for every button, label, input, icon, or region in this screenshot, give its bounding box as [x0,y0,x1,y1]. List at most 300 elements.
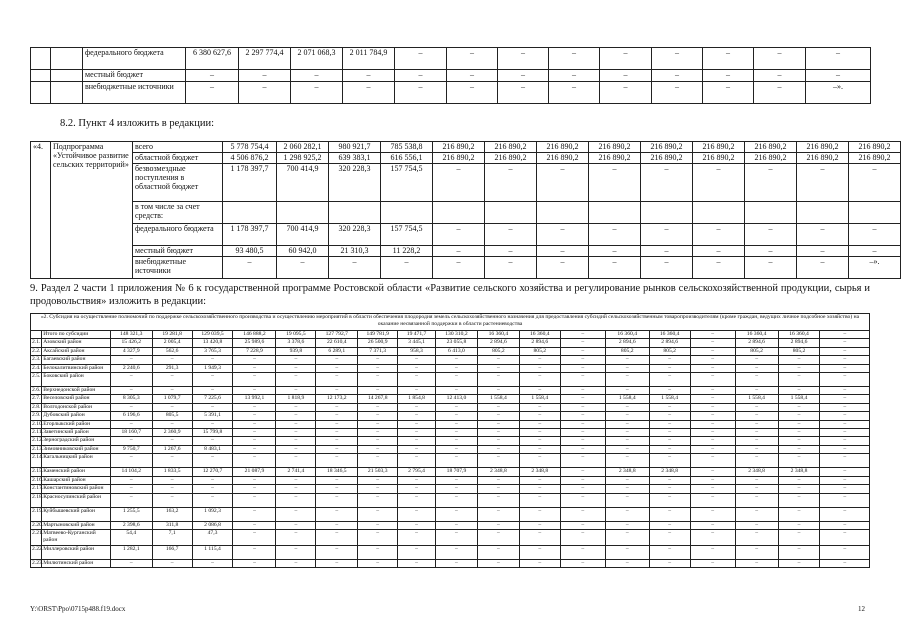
table-cell: – [358,545,398,559]
table-cell: местный бюджет [133,246,223,257]
table-cell: – [358,403,398,411]
table-cell: – [233,545,276,559]
table-cell: Дубовский район [42,412,111,420]
table-cell: – [820,468,870,476]
table-cell: 1 298 925,2 [277,153,329,164]
table-cell: – [820,347,870,355]
table-cell: – [778,364,820,372]
table-cell: – [820,339,870,347]
table-cell: – [605,545,649,559]
table-cell: 19 095,5 [276,331,316,339]
table-cell: 2.18. [31,493,42,507]
table-cell: 16 360,4 [778,331,820,339]
table-cell: – [276,485,316,493]
table-cell: – [435,445,477,453]
table-cell: – [110,373,152,387]
table-cell: – [110,485,152,493]
table-row [31,48,871,70]
table-cell: 216 890,2 [641,153,693,164]
table-row [31,507,870,521]
table-cell: – [233,403,276,411]
table-cell: – [477,412,519,420]
table-cell: – [358,387,398,395]
table-cell: – [735,412,778,420]
table-cell: 19 281,8 [152,331,192,339]
table-cell: – [560,468,605,476]
table-cell: – [110,403,152,411]
table-cell: – [358,493,398,507]
table-cell: – [152,485,192,493]
table-cell: – [186,82,239,104]
table-cell: – [519,356,560,364]
table-cell: – [649,559,690,567]
table-cell: 16 360,4 [605,331,649,339]
table-cell: – [110,387,152,395]
table-cell: – [690,521,735,529]
table-row [31,153,901,164]
table-cell: – [820,387,870,395]
table-cell: – [649,403,690,411]
table-cell: – [316,356,358,364]
table-cell: – [398,545,436,559]
table-cell: – [477,521,519,529]
table-cell: – [276,403,316,411]
table-cell: – [560,493,605,507]
table-cell: – [358,529,398,545]
table-cell: – [735,420,778,428]
table-cell: 2 741,4 [276,468,316,476]
table-cell: 149 781,9 [358,331,398,339]
table-cell: – [152,493,192,507]
table-cell: – [276,454,316,468]
table-cell: – [778,454,820,468]
table-cell: – [649,521,690,529]
table-cell: – [549,82,600,104]
table-cell: 16 360,4 [649,331,690,339]
table-cell: 7 371,3 [358,347,398,355]
table-cell: – [519,420,560,428]
table-cell: – [276,493,316,507]
table-cell: – [110,356,152,364]
table-cell: 16 360,4 [477,331,519,339]
subprogram-name-cell: Подпрограмма «Устойчивое развитие сельских территорий» [51,142,133,279]
table-cell: – [778,507,820,521]
table-cell: – [778,493,820,507]
table-cell: – [690,437,735,445]
table-cell: – [276,437,316,445]
table-cell: – [735,387,778,395]
table-cell: – [820,476,870,484]
table-cell: – [560,454,605,468]
table-cell [693,202,745,224]
table-row [31,356,870,364]
table-cell: – [398,356,436,364]
subsidy-table [30,313,870,568]
table-cell: – [820,412,870,420]
table-cell: – [649,412,690,420]
table-cell: – [398,364,436,372]
table-cell: 785 538,8 [381,142,433,153]
table-cell: – [110,493,152,507]
table-cell: – [778,445,820,453]
table-row [31,412,870,420]
table-row [31,387,870,395]
table-cell: – [745,224,797,246]
table-cell: – [192,437,233,445]
table-cell: 700 414,9 [277,164,329,202]
table-cell: – [233,387,276,395]
table-cell: – [477,485,519,493]
table-cell: 805,2 [605,347,649,355]
table-cell: – [435,437,477,445]
table-cell: – [435,387,477,395]
table-cell: федерального бюджета [133,224,223,246]
table-cell: – [152,356,192,364]
table-cell: – [152,420,192,428]
table-cell: 1 267,6 [152,445,192,453]
table-cell: – [433,246,485,257]
table-cell [745,202,797,224]
table-cell: – [192,559,233,567]
table-cell: – [519,412,560,420]
table-cell: 2 360,9 [152,429,192,437]
table-cell: – [398,521,436,529]
table-cell: 216 890,2 [849,142,901,153]
table-cell: – [641,164,693,202]
table-cell: – [735,507,778,521]
paragraph-9: 9. Раздел 2 части 1 приложения № 6 к государственной программе Ростовской области «Развитие сельского хозяйства и регулирование рынков сельскохозяйственной продукции, сырья и продовольствия» изложить в редакции: [30,283,870,307]
table-cell: 1 558,4 [649,395,690,403]
table-cell [31,70,51,82]
table-cell: – [276,507,316,521]
table-cell: – [358,364,398,372]
table-cell: – [398,420,436,428]
table-cell: 216 890,2 [589,142,641,153]
table-cell: 216 890,2 [693,153,745,164]
table-cell: – [316,529,358,545]
table-cell: – [778,420,820,428]
subsidy-header: «2. Субсидия на осуществление полномочий по поддержке сельскохозяйственного производства и осуществлению мероприятий в области обеспечения плодородия земель сельскохозяйственного назначения для предоставления субсидий сельскохозяйственным товаропроизводителям (кроме граждан, ведущих личное подсобное хозяйство) на оказание несвязанной поддержки в области растениеводства [31,314,870,331]
table-cell: – [537,164,589,202]
table-cell: – [537,246,589,257]
table-cell: – [358,485,398,493]
table-cell: – [690,403,735,411]
table-cell: 148 321,3 [110,331,152,339]
table-cell: – [435,454,477,468]
table-cell: 2.22. [31,545,42,559]
table-cell: – [276,364,316,372]
table-cell: – [690,420,735,428]
table-cell: – [649,476,690,484]
table-cell: Багаевский район [42,356,111,364]
table-cell: – [560,476,605,484]
table-cell: – [754,70,806,82]
table-cell [51,82,83,104]
table-cell: – [485,164,537,202]
table-cell: – [690,387,735,395]
table-cell: Белокалитвинский район [42,364,111,372]
table-cell: Азовский район [42,339,111,347]
table-cell: – [477,507,519,521]
table-cell: – [820,403,870,411]
table-cell: – [435,420,477,428]
table-cell: – [398,412,436,420]
table-cell: 2.8. [32,403,41,410]
table-row [31,545,870,559]
table-cell: – [519,493,560,507]
table-cell: 2.10. [32,420,44,427]
table-cell: – [233,521,276,529]
table-cell: Милютинский район [42,559,111,567]
table-cell: – [690,395,735,403]
table-cell: – [735,429,778,437]
table-cell: Кашарский район [42,476,111,484]
table-cell: – [329,257,381,279]
table-cell: 2 297 774,4 [239,48,291,70]
table-cell: – [735,356,778,364]
table-cell: 2 086,8 [192,521,233,529]
table-cell: 805,2 [649,347,690,355]
table-cell: 320 228,3 [329,164,381,202]
table-cell: 3 378,6 [276,339,316,347]
table-cell: – [477,437,519,445]
table-cell: 12 270,7 [192,468,233,476]
table-cell: – [485,224,537,246]
table-cell: – [477,364,519,372]
table-cell: – [477,356,519,364]
table-cell: – [652,70,703,82]
table-cell: 6 289,1 [316,347,358,355]
table-cell: 291,3 [152,364,192,372]
table-cell: 216 890,2 [797,153,849,164]
table-cell: – [778,373,820,387]
table-cell: – [358,429,398,437]
table-cell: 1 818,9 [276,395,316,403]
table-cell: 1 115,4 [192,545,233,559]
table-cell: – [316,412,358,420]
table-cell: 1 092,3 [192,507,233,521]
table-cell: – [600,48,652,70]
table-cell: – [560,429,605,437]
table-cell: – [820,356,870,364]
table-cell [589,202,641,224]
table-cell: – [110,476,152,484]
table-cell: – [735,403,778,411]
table-cell: – [560,521,605,529]
table-cell: – [316,373,358,387]
table-cell: – [316,493,358,507]
table-cell: – [778,521,820,529]
table-cell: – [498,48,549,70]
table-cell: 2 348,8 [649,468,690,476]
table-cell: – [110,420,152,428]
table-cell: 8 305,3 [110,395,152,403]
table-cell: – [560,356,605,364]
table-cell: Константиновский район [42,485,111,493]
table-cell: – [485,257,537,279]
table-cell: 805,2 [519,347,560,355]
table-cell: – [223,257,277,279]
table-cell: – [820,364,870,372]
table-cell: 2 348,8 [735,468,778,476]
table-cell: – [735,493,778,507]
table-cell: 6 380 627,6 [186,48,239,70]
table-cell: 2 894,6 [735,339,778,347]
table-cell: – [277,257,329,279]
table-row [31,331,870,339]
table-cell: 2.9. [32,412,41,419]
table-cell: – [398,559,436,567]
table-cell: – [649,420,690,428]
table-cell: – [233,356,276,364]
table-header-row [31,314,870,331]
table-cell: – [693,224,745,246]
table-cell: – [778,485,820,493]
table-cell: 21 503,3 [358,468,398,476]
table-cell: – [690,559,735,567]
table-cell: – [435,493,477,507]
table-cell: – [433,164,485,202]
table-cell: – [192,373,233,387]
table-cell: – [358,437,398,445]
table-cell: – [605,529,649,545]
table-cell: – [549,70,600,82]
table-cell: Матвеево-Курганский район [42,529,111,545]
table-cell: – [560,347,605,355]
table-cell: 2.20. [32,521,44,528]
table-cell: – [316,521,358,529]
table-cell: – [519,545,560,559]
table-cell: – [435,364,477,372]
table-cell: 939,8 [276,347,316,355]
table-cell: 2 894,6 [649,339,690,347]
table-cell: – [690,339,735,347]
table-cell: – [605,507,649,521]
table-cell: – [192,476,233,484]
table-cell: 23 055,8 [435,339,477,347]
table-cell: 562,6 [152,347,192,355]
table-cell: – [485,246,537,257]
table-cell: – [395,48,447,70]
table-cell: – [519,403,560,411]
table-row [31,493,870,507]
table-cell [31,331,42,339]
table-cell: 2.16. [32,476,44,483]
table-cell: – [649,373,690,387]
table-cell: 129 039,5 [192,331,233,339]
table-cell: – [477,403,519,411]
table-cell: – [560,507,605,521]
table-cell: – [316,429,358,437]
table-cell: – [605,437,649,445]
table-cell: 616 556,1 [381,153,433,164]
table-cell: 5 778 754,4 [223,142,277,153]
table-cell: 12 413,0 [435,395,477,403]
table-cell: 216 890,2 [485,142,537,153]
table-cell: – [477,387,519,395]
table-cell: – [192,493,233,507]
table-cell: 18 707,9 [435,468,477,476]
table-cell: 216 890,2 [693,142,745,153]
table-cell: 4 506 876,2 [223,153,277,164]
table-cell: – [549,48,600,70]
table-cell: – [690,356,735,364]
table-cell: – [233,445,276,453]
table-cell: 1 178 397,7 [223,164,277,202]
table-cell: – [690,507,735,521]
table-cell: – [703,70,754,82]
table-cell: – [192,356,233,364]
table-cell: 2 240,6 [110,364,152,372]
table-cell: – [605,356,649,364]
table-cell: – [477,420,519,428]
table-cell: – [641,224,693,246]
table-cell: – [649,529,690,545]
table-row [31,82,871,104]
footer-path: Y:\ORST\Ppo\0715p488.f19.docx [30,605,126,613]
table-cell: – [192,387,233,395]
table-row [31,339,870,347]
table-cell: – [276,429,316,437]
table-cell: – [589,164,641,202]
table-cell: 639 383,1 [329,153,381,164]
table-cell: в том числе за счет средств: [133,202,223,224]
table-cell: – [754,82,806,104]
table-cell: 1 949,3 [192,364,233,372]
table-cell: 15 799,8 [192,429,233,437]
table-cell: – [276,476,316,484]
table-cell: – [560,331,605,339]
table-cell: – [358,454,398,468]
table-cell [641,202,693,224]
table-cell: – [435,521,477,529]
table-row [31,364,870,372]
table-row [31,559,870,567]
table-cell: областной бюджет [133,153,223,164]
table-cell: – [735,485,778,493]
table-cell: 216 890,2 [485,153,537,164]
table-cell: – [797,257,849,279]
table-cell: Миллеровский район [42,545,111,559]
table-row [31,70,871,82]
table-row [31,429,870,437]
table-cell: Заветинский район [42,429,111,437]
table-cell: – [690,485,735,493]
table-cell: – [820,445,870,453]
table-cell: – [649,545,690,559]
table-cell: – [649,454,690,468]
table-cell: 1 255,5 [110,507,152,521]
table-cell [485,202,537,224]
table-row [31,202,901,224]
table-cell: – [849,164,901,202]
table-row [31,468,870,476]
table-cell: – [560,485,605,493]
table-cell: – [605,454,649,468]
table-cell: 320 228,3 [329,224,381,246]
table-cell: Мартыновский район [42,521,111,529]
table-cell: – [316,507,358,521]
subprogram-table [30,141,901,279]
table-cell: 2 348,8 [519,468,560,476]
table-cell: – [778,559,820,567]
table-cell: – [690,445,735,453]
table-cell: 1 558,4 [778,395,820,403]
table-cell: – [849,224,901,246]
table-cell: 15 426,2 [110,339,152,347]
table-cell: – [820,521,870,529]
table-cell: – [152,559,192,567]
